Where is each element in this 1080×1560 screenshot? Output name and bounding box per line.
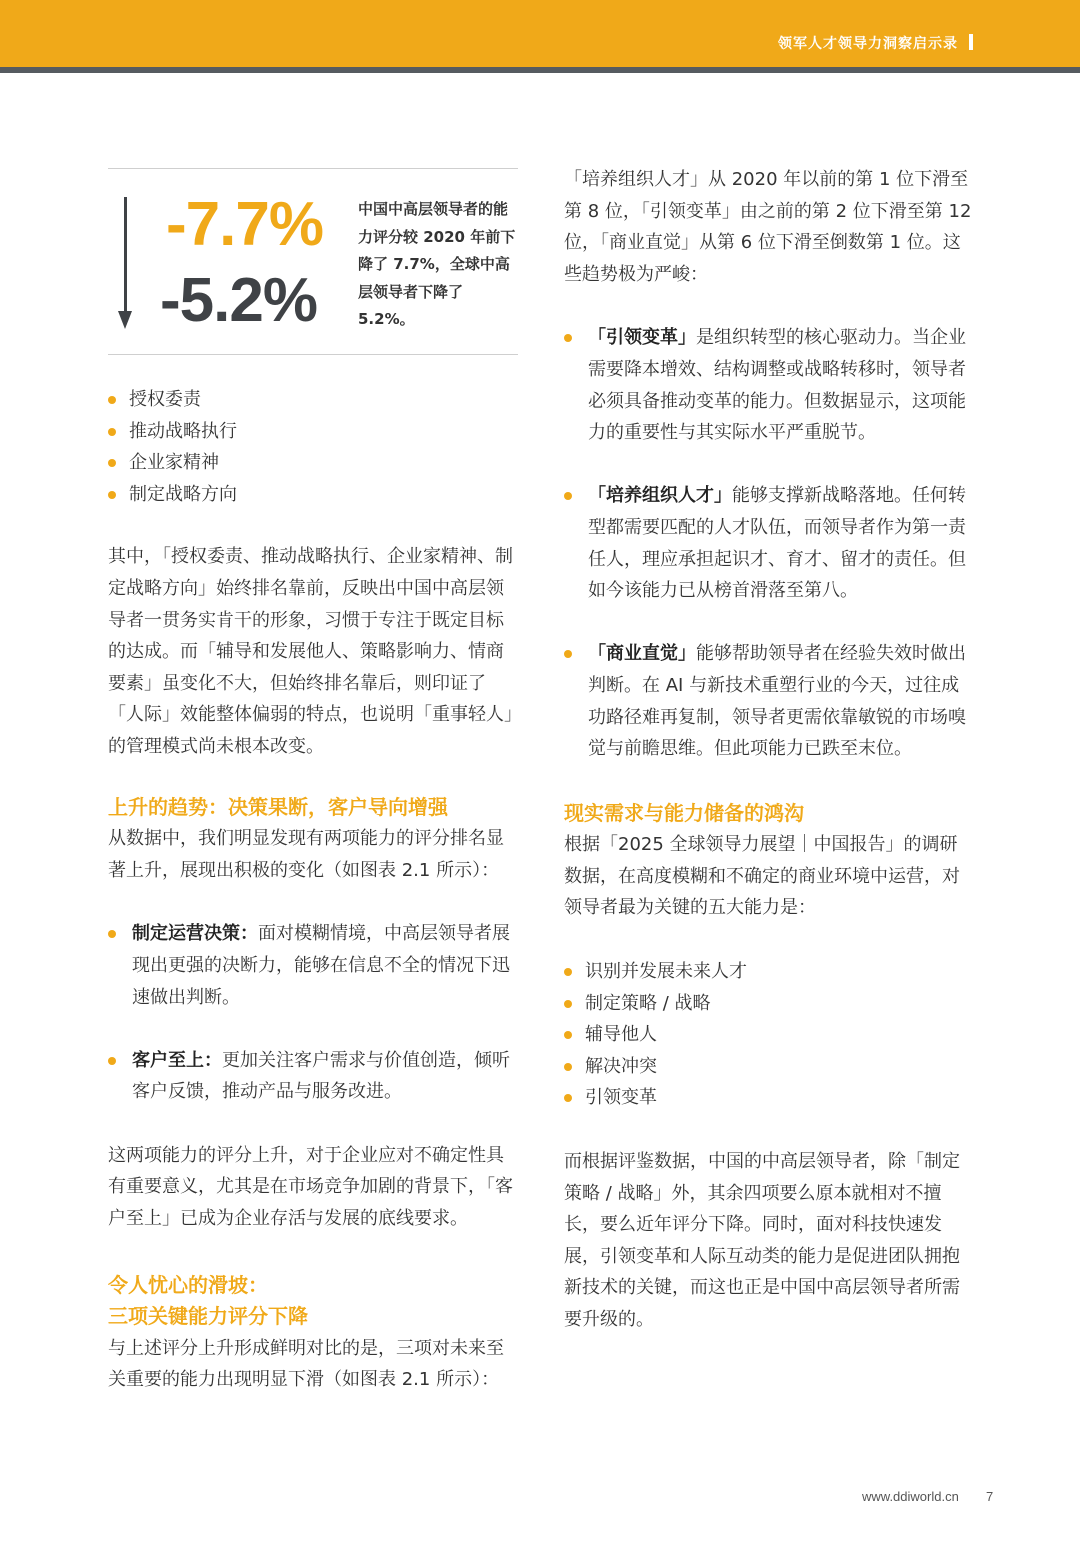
decline-list [564,322,974,764]
rise-list [108,918,518,1108]
paragraph: 与上述评分上升形成鲜明对比的是，三项对未来至关重要的能力出现明显下滑（如图表 2.1 所示）： [108,1337,504,1391]
item-lead: 「培养组织人才」 [588,485,732,507]
list-item [564,480,974,606]
list-item: 识别并发展未来人才 [564,956,974,988]
key-ability-list [564,956,974,1114]
item-lead: 客户至上： [132,1049,222,1071]
list-item: 授权委责 [108,384,518,416]
item-text: 面对模糊情境，中高层领导者展现出更强的决断力，能够在信息不全的情况下迅速做出判断。 [132,923,510,1008]
paragraph: 根据「2025 全球领导力展望｜中国报告」的调研数据，在高度模糊和不确定的商业环境中运营，对领导者最为关键的五大能力是： [564,834,960,919]
item-lead: 「商业直觉」 [588,643,696,665]
right-column [564,164,974,1336]
paragraph: 从数据中，我们明显发现有两项能力的评分排名显著上升，展现出积极的变化（如图表 2.1 所示）： [108,828,504,881]
list-item: 解决冲突 [564,1051,974,1083]
stat-description: 中国中高层领导者的能力评分较 2020 年前下降了 7.7%，全球中高层领导者下降了 5.2%。 [358,200,516,328]
item-text: 更加关注客户需求与价值创造，倾听客户反馈，推动产品与服务改进。 [132,1049,510,1103]
list-item: 企业家精神 [108,447,518,479]
list-item: 制定战略方向 [108,479,518,511]
item-text: 能够帮助领导者在经验失效时做出判断。在 AI 与新技术重塑行业的今天，过往成功路径难再复制，领导者更需依靠敏锐的市场嗅觉与前瞻思维。但此项能力已跌至末位。 [588,643,966,760]
item-text: 能够支撑新战略落地。任何转型都需要匹配的人才队伍，而领导者作为第一责任人，理应承担起识才、育才、留才的责任。但如今该能力已从榜首滑落至第八。 [588,485,966,602]
paragraph: 而根据评鉴数据，中国的中高层领导者，除「制定策略 / 战略」外，其余四项要么原本就相对不擅长，要么近年评分下降。同时，面对科技快速发展，引领变革和人际互动类的能力是促进团队拥抱新技术的关键，而这也正是中国中高层领导者所需要升级的。 [564,1151,960,1330]
item-lead: 制定运营决策： [132,923,258,945]
down-arrow-icon [124,197,127,315]
header-title: 领军人才领导力洞察启示录 [778,36,958,52]
footer-url[interactable]: www.ddiworld.cn [862,1489,959,1504]
down-arrow-head [118,311,132,329]
left-column [108,168,518,1396]
list-item: 推动战略执行 [108,416,518,448]
header-marker-icon [969,34,973,50]
page-number: 7 [986,1489,994,1504]
list-item: 辅导他人 [564,1019,974,1051]
item-lead: 「引领变革」 [588,327,696,349]
heading-line: 三项关键能力评分下降 [108,1304,308,1329]
section-heading-decline [108,1270,518,1333]
list-item [108,1045,518,1108]
paragraph: 「培养组织人才」从 2020 年以前的第 1 位下滑至第 8 位，「引领变革」由之前的第 2 位下滑至第 12 位，「商业直觉」从第 6 位下滑至倒数第 1 位。这些趋势极为严峻： [564,169,972,285]
list-item: 引领变革 [564,1082,974,1114]
stat-value-global: -5.2% [160,266,317,335]
section-heading-gap: 现实需求与能力储备的鸿沟 [564,800,804,825]
header-bar [0,0,1080,73]
list-item [564,638,974,764]
list-item: 制定策略 / 战略 [564,988,974,1020]
paragraph: 其中，「授权委责、推动战略执行、企业家精神、制定战略方向」始终排名靠前，反映出中国中高层领导者一贯务实肯干的形象，习惯于专注于既定目标的达成。而「辅导和发展他人、策略影响力、情商要素」虽变化不大，但始终排名靠后，则印证了「人际」效能整体偏弱的特点，也说明「重事轻人」的管理模式尚未根本改变。 [108,546,513,757]
stat-value-china: -7.7% [166,190,323,259]
section-heading-rise: 上升的趋势：决策果断，客户导向增强 [108,794,448,819]
stat-callout [108,168,518,355]
list-item [564,322,974,448]
item-text: 是组织转型的核心驱动力。当企业需要降本增效、结构调整或战略转移时，领导者必须具备推动变革的能力。但数据显示，这项能力的重要性与其实际水平严重脱节。 [588,327,966,444]
paragraph: 这两项能力的评分上升，对于企业应对不确定性具有重要意义，尤其是在市场竞争加剧的背景下，「客户至上」已成为企业存活与发展的底线要求。 [108,1144,513,1230]
heading-line: 令人忧心的滑坡： [108,1272,268,1297]
top-ability-list [108,384,518,510]
list-item [108,918,518,1013]
